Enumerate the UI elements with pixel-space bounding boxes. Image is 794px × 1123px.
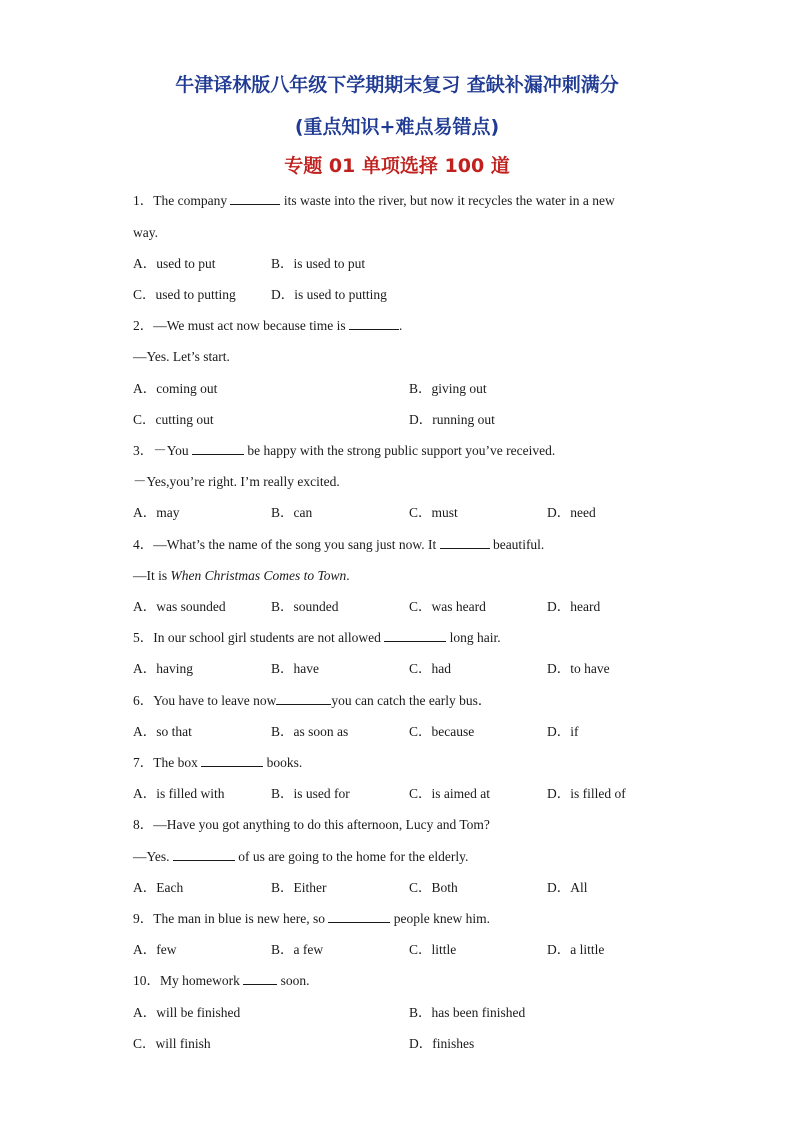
question-8-dialog: —Yes. of us are going to the home for the elderly. xyxy=(133,849,469,864)
question-8-stem: 8．—Have you got anything to do this afternoon, Lucy and Tom? xyxy=(133,817,490,832)
question-3-option-a: A．may xyxy=(133,505,180,520)
answer-blank xyxy=(349,317,399,330)
answer-blank xyxy=(384,629,446,642)
question-7-option-a: A．is filled with xyxy=(133,786,225,801)
question-8-option-c: C．Both xyxy=(409,880,458,895)
question-7-option-c: C．is aimed at xyxy=(409,786,490,801)
answer-blank xyxy=(230,192,280,205)
question-2-option-a: A．coming out xyxy=(133,381,218,396)
answer-blank xyxy=(192,442,244,455)
question-9-option-c: C．little xyxy=(409,942,457,957)
question-3-option-d: D．need xyxy=(547,505,596,520)
question-6-option-d: D．if xyxy=(547,724,579,739)
question-9-option-d: D．a little xyxy=(547,942,605,957)
question-1-option-b: B．is used to put xyxy=(271,256,366,271)
question-4-stem: 4．—What’s the name of the song you sang just now. It beautiful. xyxy=(133,537,545,552)
question-3-stem: 3．－You be happy with the strong public support you’ve received. xyxy=(133,443,556,458)
question-5-stem: 5．In our school girl students are not allowed long hair. xyxy=(133,630,501,645)
document-subtitle: (重点知识+难点易错点) xyxy=(294,116,500,138)
question-9-option-a: A．few xyxy=(133,942,177,957)
question-7-option-d: D．is filled of xyxy=(547,786,626,801)
question-1-stem-continued: way. xyxy=(133,225,158,240)
question-10-stem: 10．My homework soon. xyxy=(133,973,310,988)
question-10-option-b: B．has been finished xyxy=(409,1005,526,1020)
question-4-option-c: C．was heard xyxy=(409,599,486,614)
answer-blank xyxy=(276,692,331,705)
question-3-dialog: －Yes,you’re right. I’m really excited. xyxy=(133,474,340,489)
question-3-option-c: C．must xyxy=(409,505,458,520)
question-1-option-d: D．is used to putting xyxy=(271,287,387,302)
section-title: 专题 01 单项选择 100 道 xyxy=(284,155,510,177)
question-5-option-a: A．having xyxy=(133,661,193,676)
answer-blank xyxy=(201,754,263,767)
question-2-option-b: B．giving out xyxy=(409,381,487,396)
question-9-stem: 9．The man in blue is new here, so people knew him. xyxy=(133,911,491,926)
question-2-option-d: D．running out xyxy=(409,412,495,427)
question-1-option-a: A．used to put xyxy=(133,256,216,271)
document-title: 牛津译林版八年级下学期期末复习 查缺补漏冲刺满分 xyxy=(175,74,619,96)
question-7-option-b: B．is used for xyxy=(271,786,350,801)
question-8-option-a: A．Each xyxy=(133,880,184,895)
question-4-option-a: A．was sounded xyxy=(133,599,226,614)
answer-blank xyxy=(173,848,235,861)
question-10-option-d: D．finishes xyxy=(409,1036,475,1051)
question-6-stem: 6．You have to leave now you can catch the early bus． xyxy=(133,693,492,708)
question-3-option-b: B．can xyxy=(271,505,313,520)
question-6-option-c: C．because xyxy=(409,724,475,739)
question-9-option-b: B．a few xyxy=(271,942,324,957)
question-5-option-d: D．to have xyxy=(547,661,610,676)
question-1-option-c: C．used to putting xyxy=(133,287,236,302)
question-8-option-b: B．Either xyxy=(271,880,327,895)
question-4-dialog: —It is When Christmas Comes to Town. xyxy=(133,568,350,583)
question-2-stem: 2．—We must act now because time is . xyxy=(133,318,403,333)
question-8-option-d: D．All xyxy=(547,880,588,895)
question-6-option-a: A．so that xyxy=(133,724,192,739)
answer-blank xyxy=(440,536,490,549)
answer-blank xyxy=(243,972,277,985)
question-2-dialog: —Yes. Let’s start. xyxy=(133,349,230,364)
question-5-option-b: B．have xyxy=(271,661,319,676)
question-10-option-c: C．will finish xyxy=(133,1036,211,1051)
question-7-stem: 7．The box books. xyxy=(133,755,303,770)
question-10-option-a: A．will be finished xyxy=(133,1005,241,1020)
answer-blank xyxy=(328,910,390,923)
question-1-stem: 1．The company its waste into the river, but now it recycles the water in a new xyxy=(133,193,615,208)
question-4-option-b: B．sounded xyxy=(271,599,339,614)
question-5-option-c: C．had xyxy=(409,661,451,676)
question-6-option-b: B．as soon as xyxy=(271,724,349,739)
question-2-option-c: C．cutting out xyxy=(133,412,214,427)
question-4-option-d: D．heard xyxy=(547,599,601,614)
